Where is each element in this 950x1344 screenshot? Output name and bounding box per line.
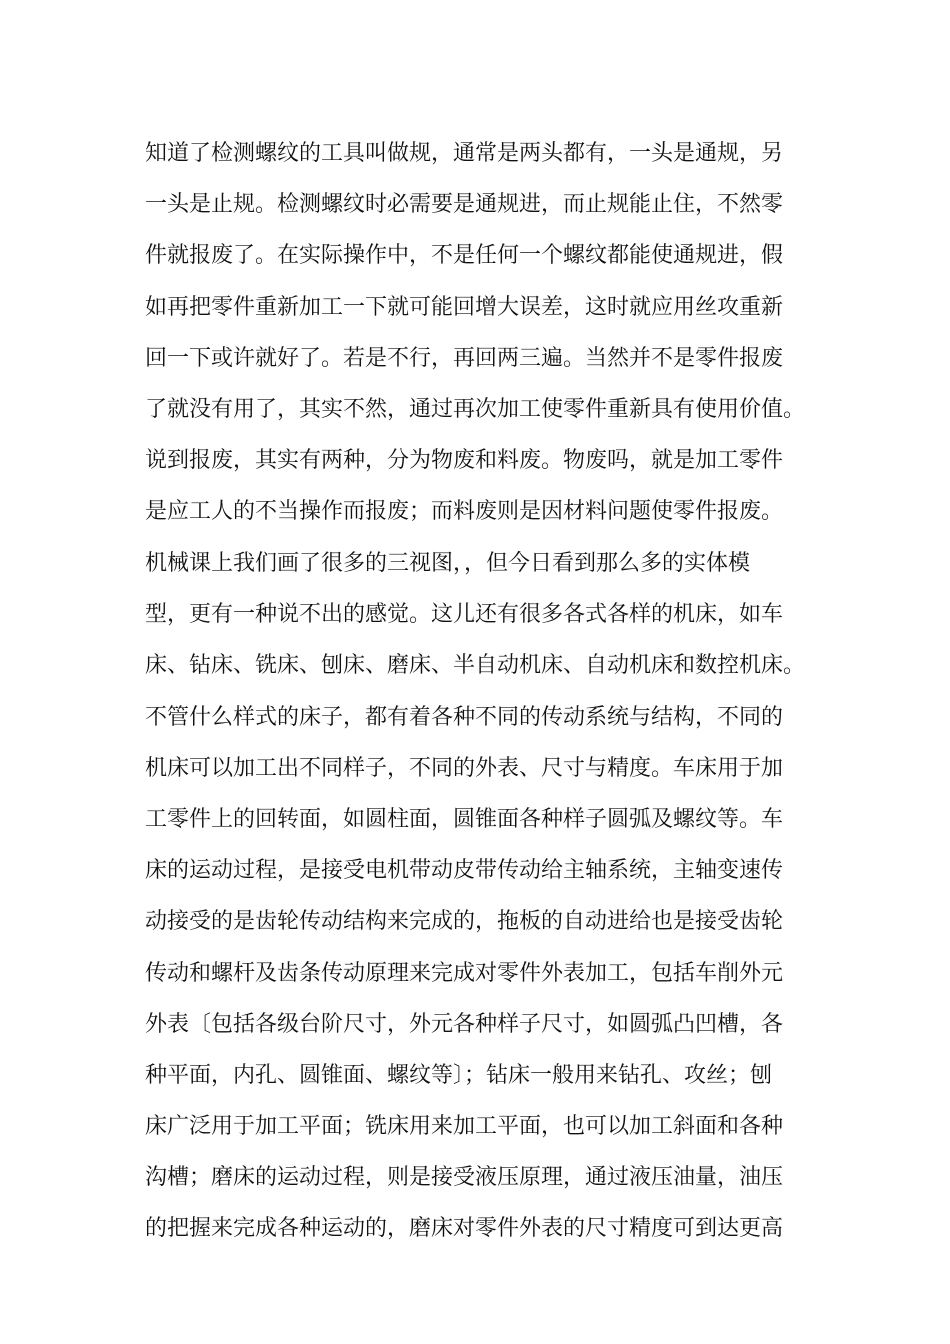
text-line: 一头是止规。检测螺纹时必需要是通规进，而止规能止住，不然零 (145, 192, 784, 218)
text-line: 机床可以加工出不同样子，不同的外表、尺寸与精度。车床用于加 (145, 755, 784, 781)
paragraph-1 (145, 128, 815, 538)
text-line: 床、钻床、铣床、刨床、磨床、半自动机床、自动机床和数控机床。 (145, 653, 806, 679)
text-line: 说到报废，其实有两种，分为物废和料废。物废吗，就是加工零件 (145, 448, 784, 474)
text-line: 工零件上的回转面，如圆柱面，圆锥面各种样子圆弧及螺纹等。车 (145, 806, 784, 832)
text-line: 件就报废了。在实际操作中，不是任何一个螺纹都能使通规进，假 (145, 243, 784, 269)
text-line: 动接受的是齿轮传动结构来完成的，拖板的自动进给也是接受齿轮 (145, 909, 784, 935)
text-line: 传动和螺杆及齿条传动原理来完成对零件外表加工，包括车削外元 (145, 960, 784, 986)
text-line: 不管什么样式的床子，都有着各种不同的传动系统与结构，不同的 (145, 704, 784, 730)
text-line: 回一下或许就好了。若是不行，再回两三遍。当然并不是零件报废 (145, 345, 784, 371)
text-line: 种平面，内孔、圆锥面、螺纹等〕；钻床一般用来钻孔、攻丝；刨 (145, 1062, 773, 1088)
text-line: 知道了检测螺纹的工具叫做规，通常是两头都有，一头是通规，另 (145, 141, 784, 166)
text-line: 沟槽；磨床的运动过程，则是接受液压原理，通过液压油量，油压 (145, 1165, 784, 1191)
text-line: 机械课上我们画了很多的三视图，，但今日看到那么多的实体模 (145, 551, 751, 576)
text-line: 外表〔包括各级台阶尺寸，外元各种样子尺寸，如圆弧凸凹槽，各 (145, 1011, 784, 1037)
text-line: 的把握来完成各种运动的，磨床对零件外表的尺寸精度可到达更高 (145, 1216, 784, 1242)
text-line: 床的运动过程，是接受电机带动皮带传动给主轴系统，主轴变速传 (145, 858, 784, 884)
text-line: 了就没有用了，其实不然，通过再次加工使零件重新具有使用价值。 (145, 396, 806, 422)
text-line: 床广泛用于加工平面；铣床用来加工平面，也可以加工斜面和各种 (145, 1114, 784, 1140)
text-line: 如再把零件重新加工一下就可能回增大误差，这时就应用丝攻重新 (145, 294, 784, 320)
text-line: 是应工人的不当操作而报废；而料废则是因材料问题使零件报废。 (145, 499, 784, 525)
paragraph-2 (145, 538, 815, 1255)
text-line: 型，更有一种说不出的感觉。这儿还有很多各式各样的机床，如车 (145, 602, 784, 628)
